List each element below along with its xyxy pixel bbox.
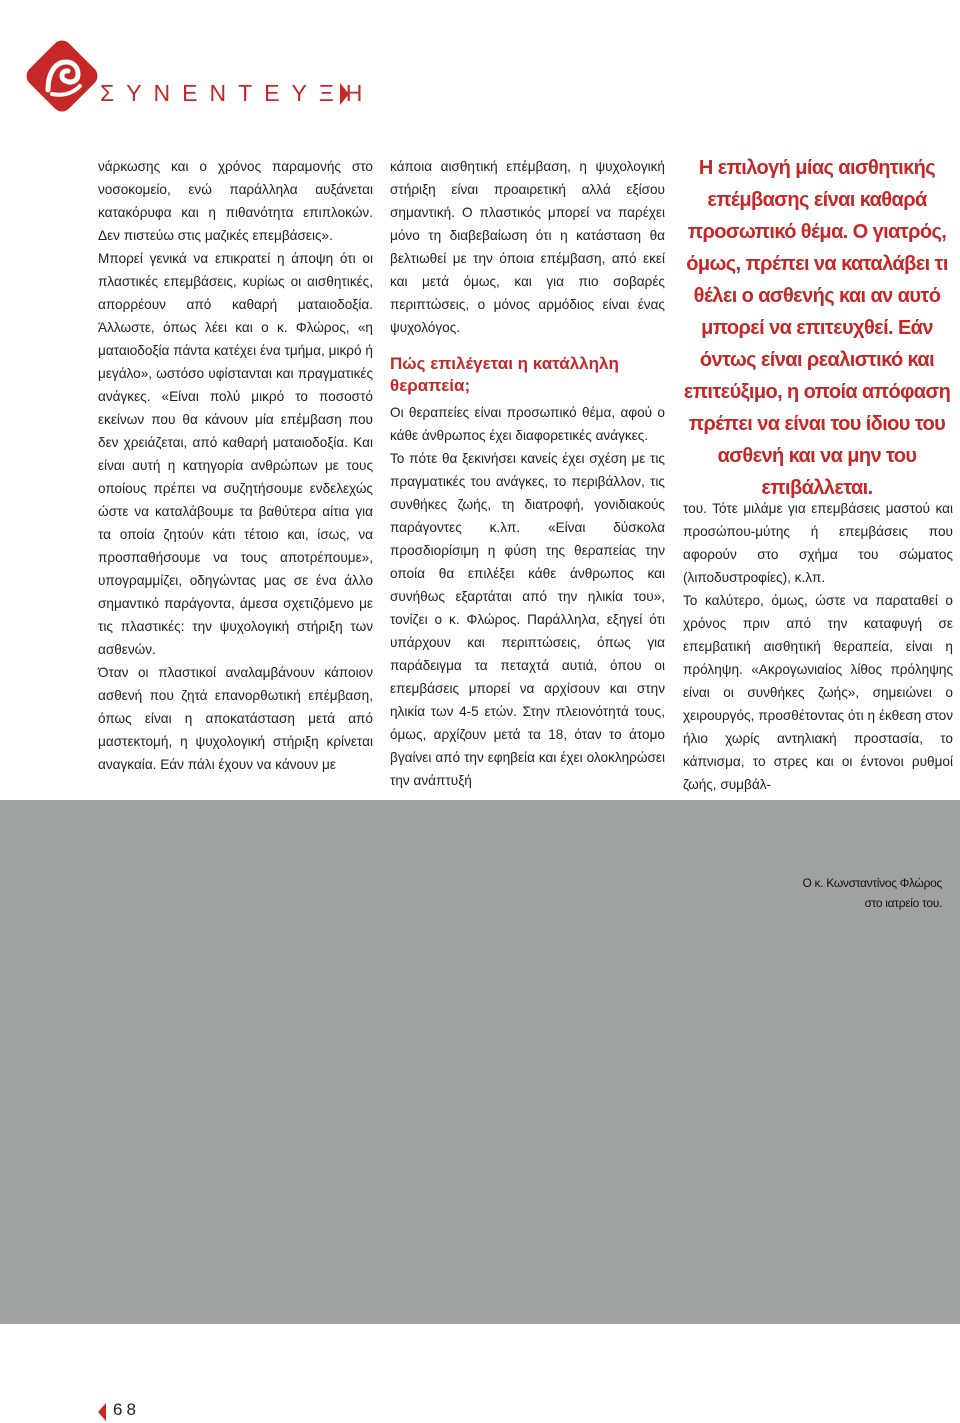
paragraph: Το πότε θα ξεκινήσει κανείς έχει σχέση με τις πραγματικές του ανάγκες, το περιβάλλον, τις συνθήκες ζωής, τη διατροφή, γονιδιακούς παράγοντες κ.λπ. «Είναι δύσκολα προσδιορίσιμη η φύση της θεραπείας την οποία θα επιλέξει κάθε άνθρωπος και συνήθως εξαρτάται από την ηλικία του», τονίζει ο κ. Φλώρος. Παράλληλα, εξηγεί ότι υπάρχουν και περιπτώσεις, όπως για παράδειγμα τα πεταχτά αυτιά, όπου οι επεμβάσεις μπορεί να αρχίσουν και στην ηλικία των 4-5 ετών. Στην πλειονότητά τους, όμως, αρχίζουν μετά τα 18, όταν το άτομο βγαίνει από την εφηβεία και έχει ολοκληρώσει την ανάπτυξή [390, 451, 665, 788]
photo-caption [802, 873, 942, 913]
caption-line: Ο κ. Κωνσταντίνος Φλώρος [802, 876, 942, 890]
paragraph: Μπορεί γενικά να επικρατεί η άποψη ότι οι πλαστικές επεμβάσεις, κυρίως οι αισθητικές, απορρέουν από καθαρή ματαιοδοξία. Άλλωστε, όπως λέει και ο κ. Φλώρος, «η ματαιοδοξία πάντα κατέχει ένα τμήμα, μικρό ή μεγάλο», ωστόσο υφίστανται και πραγματικές ανάγκες. «Είναι πολύ μικρό το ποσοστό εκείνων που θα κάνουν μία επέμβαση που δεν χρειάζεται, από καθαρή ματαιοδοξία. Και είναι αυτή η κατηγορία ανθρώπων με τους οποίους πρέπει να συζητήσουμε ενδελεχώς ώστε να καταλάβουμε τα βαθύτερα αίτια για τα οποία ζητούν κάτι τέτοιο και, ίσως, να προσπαθήσουμε να τους αποτρέπουμε», υπογραμμίζει, οδηγώντας μας σε ένα άλλο σημαντικό παράγοντα, άμεσα σχετιζόμενο με τις πλαστικές: την ψυχολογική στήριξη των ασθενών. [98, 251, 373, 657]
article-column-3 [683, 497, 953, 796]
section-title: ΣΥΝΕΝΤΕΥΞΗ [100, 80, 375, 106]
pull-quote: Η επιλογή μίας αισθητικής επέμβασης είναι καθαρά προσωπικό θέμα. Ο γιατρός, όμως, πρέπει να καταλάβει τι θέλει ο ασθενής και αν αυτό μπορεί να επιτευχθεί. Εάν όντως είναι ρεαλιστικό και επιτεύξιμο, η οποία απόφαση πρέπει να είναι του ίδιου του ασθενή και να μην του επιβάλλεται. [683, 157, 951, 499]
paragraph: του. Τότε μιλάμε για επεμβάσεις μαστού και προσώπου-μύτης ή επεμβάσεις που αφορούν στο σχήμα του σώματος (λιποδυστροφίες), κ.λπ. [683, 501, 953, 585]
article-column-1 [98, 155, 373, 776]
article-column-2 [390, 155, 665, 792]
paragraph: νάρκωσης και ο χρόνος παραμονής στο νοσοκομείο, ενώ παράλληλα αυξάνεται κατακόρυφα και η πιθανότητα επιπλοκών. Δεν πιστεύω στις μαζικές επεμβάσεις». [98, 159, 373, 243]
section-arrow-icon [340, 83, 349, 105]
subheading: Πώς επιλέγεται η κατάλληλη θεραπεία; [390, 354, 619, 395]
caption-line: στο ιατρείο του. [864, 896, 942, 910]
magazine-logo-icon [22, 36, 102, 116]
paragraph: Το καλύτερο, όμως, ώστε να παραταθεί ο χρόνος πριν από την καταφυγή σε επεμβατική αισθητική θεραπεία, είναι η πρόληψη. «Ακρογωνιαίος λίθος πρόληψης είναι οι συνθήκες ζωής», σημειώνει ο χειρουργός, προσθέτοντας ότι η έκθεση στον ήλιο χωρίς αντηλιακή προστασία, το κάπνισμα, το στρες και οι έντονοι ρυθμοί ζωής, συμβάλ- [683, 593, 953, 792]
paragraph: Όταν οι πλαστικοί αναλαμβάνουν κάποιον ασθενή που ζητά επανορθωτική επέμβαση, όπως είναι η αποκατάσταση μετά από μαστεκτομή, η ψυχολογική στήριξη κρίνεται αναγκαία. Εάν πάλι έχουν να κάνουν με [98, 665, 373, 772]
paragraph: Οι θεραπείες είναι προσωπικό θέμα, αφού ο κάθε άνθρωπος έχει διαφορετικές ανάγκες. [390, 405, 665, 443]
paragraph: κάποια αισθητική επέμβαση, η ψυχολογική στήριξη είναι προαιρετική αλλά εξίσου σημαντική. Ο πλαστικός μπορεί να παρέχει μόνο τη διαβεβαίωση ότι η κατάσταση θα βελτιωθεί με την όποια επέμβαση, από εκεί και μετά όμως, και για πιο σοβαρές περιπτώσεις, ο μόνος αρμόδιος είναι ένας ψυχολόγος. [390, 159, 665, 335]
page-number: 68 [113, 1400, 140, 1419]
footer-arrow-icon [98, 1403, 106, 1421]
